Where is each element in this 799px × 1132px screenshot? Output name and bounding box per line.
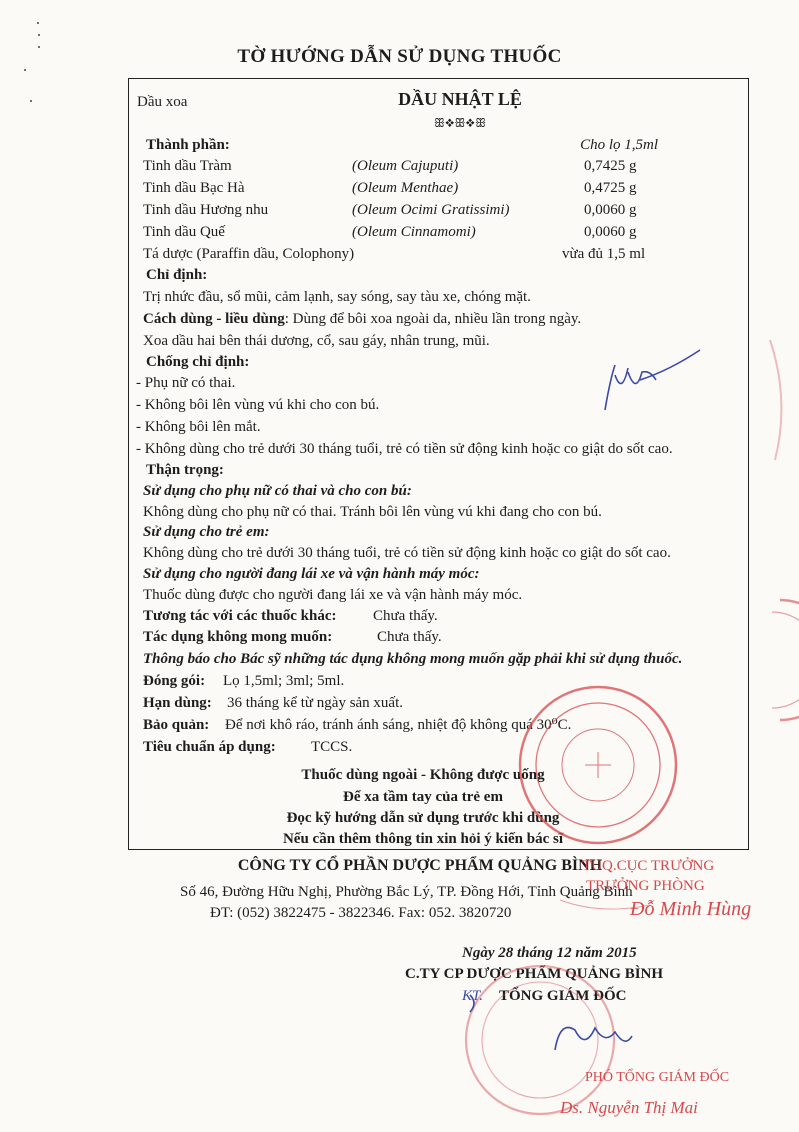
ingredient-name: Tinh dầu Hương nhu (143, 202, 269, 218)
product-form: Dầu xoa (137, 94, 188, 110)
precautions-heading: Thận trọng: (146, 462, 224, 478)
indications-heading: Chỉ định: (146, 267, 208, 283)
children-heading: Sử dụng cho trẻ em: (143, 524, 270, 540)
composition-heading: Thành phần: (146, 137, 230, 153)
side-effects-heading: Tác dụng không mong muốn: (143, 629, 333, 645)
sign-prefix: KT. (462, 988, 483, 1004)
ingredient-name: Tinh dầu Bạc Hà (143, 180, 245, 196)
deputy-name: Ds. Nguyễn Thị Mai (560, 1098, 698, 1117)
page-title: TỜ HƯỚNG DẪN SỬ DỤNG THUỐC (237, 46, 562, 67)
contraindication-item: - Không bôi lên mắt. (136, 419, 261, 435)
excipient-amount: vừa đủ 1,5 ml (562, 246, 646, 262)
report-notice: Thông báo cho Bác sỹ những tác dụng không mong muốn gặp phải khi sử dụng thuốc. (143, 651, 683, 667)
dosage-heading: Cách dùng - liều dùng (143, 311, 285, 327)
side-effects-text: Chưa thấy. (377, 629, 442, 645)
pregnancy-heading: Sử dụng cho phụ nữ có thai và cho con bú: (143, 483, 412, 499)
signature-dept (560, 900, 650, 909)
ingredient-latin: (Oleum Ocimi Gratissimi) (352, 202, 510, 218)
ingredient-latin: (Oleum Cajuputi) (352, 158, 459, 174)
company-address: Số 46, Đường Hữu Nghị, Phường Bắc Lý, TP. Đồng Hới, Tỉnh Quảng Bình (180, 884, 633, 900)
driving-text: Thuốc dùng được cho người đang lái xe và vận hành máy móc. (143, 587, 523, 603)
children-text: Không dùng cho trẻ dưới 30 tháng tuổi, trẻ có tiền sử động kinh hoặc co giật do sốt cao. (143, 545, 671, 561)
standard-heading: Tiêu chuẩn áp dụng: (143, 739, 276, 755)
ingredient-amount: 0,0060 g (584, 224, 637, 240)
interactions-heading: Tương tác với các thuốc khác: (143, 608, 337, 624)
round-stamp-bottom (466, 966, 614, 1114)
round-stamp-main (520, 687, 676, 843)
pregnancy-text: Không dùng cho phụ nữ có thai. Tránh bôi lên vùng vú khi đang cho con bú. (143, 504, 602, 520)
storage-text: Để nơi khô ráo, tránh ánh sáng, nhiệt độ không quá 30⁰C. (225, 717, 572, 733)
signature-initials (605, 350, 700, 410)
storage-heading: Bảo quản: (143, 717, 210, 733)
interactions-text: Chưa thấy. (373, 608, 438, 624)
warning-line: Để xa tầm tay của trẻ em (343, 789, 503, 805)
packaging-text: Lọ 1,5ml; 3ml; 5ml. (223, 673, 345, 689)
signature-director (470, 995, 632, 1050)
dosage-text: : Dùng để bôi xoa ngoài da, nhiều lần trong ngày. (284, 311, 582, 327)
ingredient-amount: 0,7425 g (584, 158, 637, 174)
sign-company: C.TY CP DƯỢC PHẨM QUẢNG BÌNH (405, 966, 664, 982)
ingredient-latin: (Oleum Menthae) (352, 180, 459, 196)
ornament-divider: ꕥ❖ꕥ❖ꕥ (433, 116, 487, 130)
packaging-heading: Đóng gói: (143, 673, 206, 689)
ingredient-latin: (Oleum Cinnamomi) (352, 224, 476, 240)
stamp-dept-signer: Đỗ Minh Hùng (630, 898, 752, 920)
warning-line: Thuốc dùng ngoài - Không được uống (301, 767, 545, 783)
sign-date: Ngày 28 tháng 12 năm 2015 (462, 945, 637, 961)
dosage-text-2: Xoa dầu hai bên thái dương, cổ, sau gáy, nhân trung, mũi. (143, 333, 490, 349)
indications-text: Trị nhức đầu, sổ mũi, cảm lạnh, say sóng, say tàu xe, chóng mặt. (143, 289, 531, 305)
contraindication-item: - Phụ nữ có thai. (136, 375, 236, 391)
sign-title: TỔNG GIÁM ĐỐC (499, 988, 627, 1004)
shelf-life-heading: Hạn dùng: (143, 695, 212, 711)
company-contact: ĐT: (052) 3822475 - 3822346. Fax: 052. 3820720 (210, 905, 512, 921)
deputy-title: PHÓ TỔNG GIÁM ĐỐC (585, 1070, 730, 1085)
stamp-dept-line2: TRƯỞNG PHÒNG (586, 878, 705, 894)
excipient: Tá dược (Paraffin dầu, Colophony) (143, 246, 355, 262)
warning-line: Nếu cần thêm thông tin xin hỏi ý kiến bác sĩ (282, 831, 564, 847)
ingredient-amount: 0,4725 g (584, 180, 637, 196)
partial-stamp-right-edge-inner (772, 612, 799, 708)
ingredient-amount: 0,0060 g (584, 202, 637, 218)
contraindication-item: - Không dùng cho trẻ dưới 30 tháng tuổi, trẻ có tiền sử động kinh hoặc co giật do sốt cao. (136, 441, 673, 457)
driving-heading: Sử dụng cho người đang lái xe và vận hành máy móc: (143, 566, 480, 582)
product-name: DẦU NHẬT LỆ (398, 89, 522, 109)
stamp-dept-line1: TUQ.CỤC TRƯỞNG (582, 858, 715, 874)
warning-line: Đọc kỹ hướng dẫn sử dụng trước khi dùng (286, 810, 560, 826)
partial-stamp-top-edge (770, 340, 781, 460)
composition-per-unit: Cho lọ 1,5ml (580, 137, 658, 153)
company-name: CÔNG TY CỔ PHẦN DƯỢC PHẨM QUẢNG BÌNH (237, 857, 603, 874)
contraindications-heading: Chống chỉ định: (146, 354, 250, 370)
shelf-life-text: 36 tháng kể từ ngày sản xuất. (227, 695, 404, 711)
ingredient-name: Tinh dầu Tràm (143, 158, 232, 174)
standard-text: TCCS. (311, 739, 353, 755)
ingredient-name: Tinh dầu Quế (143, 224, 225, 240)
contraindication-item: - Không bôi lên vùng vú khi cho con bú. (136, 397, 380, 413)
